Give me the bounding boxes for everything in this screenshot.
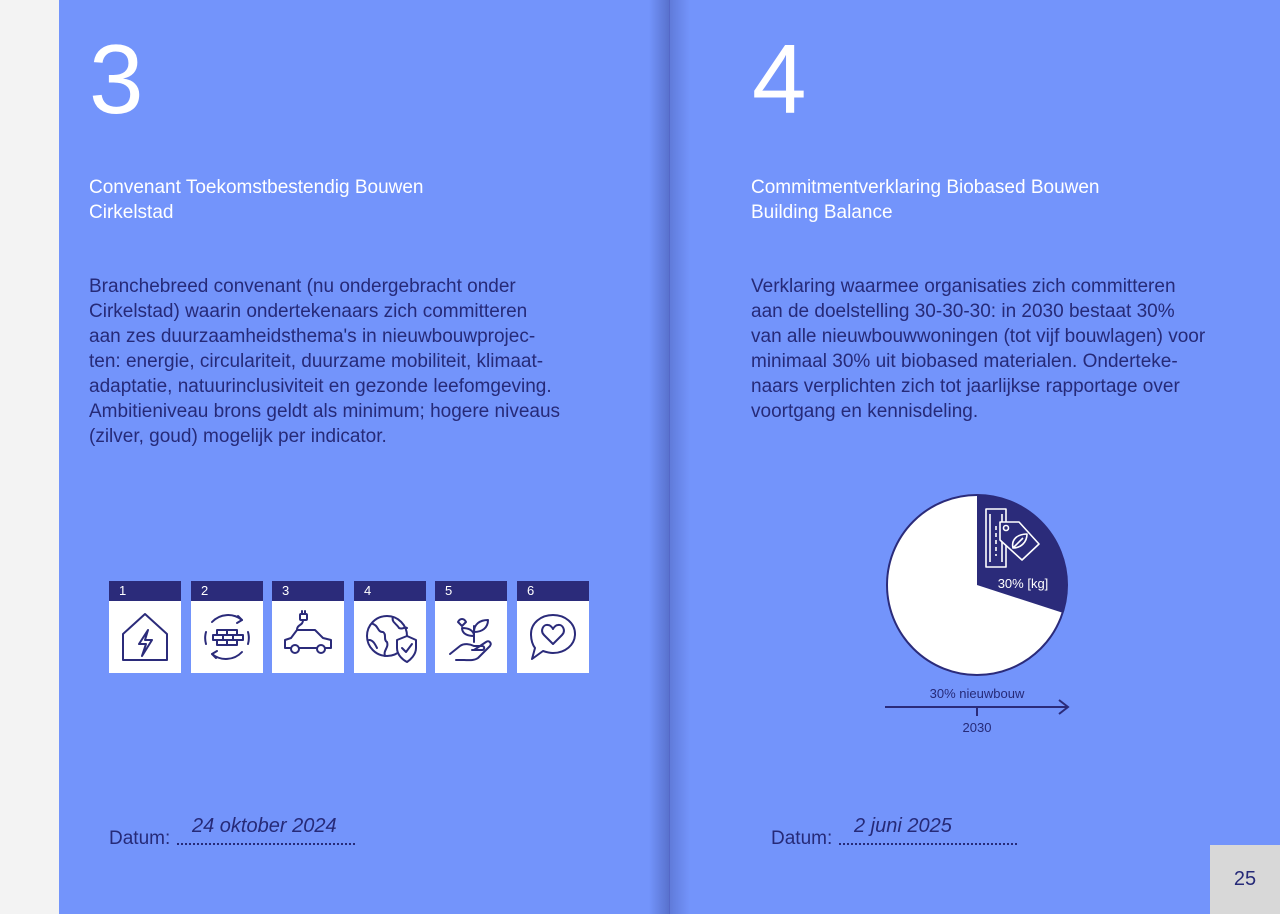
gutter-shadow	[649, 0, 669, 914]
section-description	[751, 274, 1271, 424]
heading-title: Convenant Toekomstbestendig Bouwen	[89, 177, 424, 198]
heading-title: Commitmentverklaring Biobased Bouwen	[751, 177, 1100, 198]
theme-tile-energy	[109, 581, 181, 673]
left-page	[59, 0, 669, 914]
heading-organisation: Cirkelstad	[89, 202, 174, 223]
globe-shield-icon	[363, 610, 417, 664]
gutter-shadow	[670, 0, 690, 914]
theme-number: 4	[354, 581, 426, 601]
description-line: aan zes duurzaamheidsthema's in nieuwbouwprojec-	[89, 326, 536, 347]
theme-tile-circularity	[191, 581, 263, 673]
date-label: Datum:	[771, 828, 833, 849]
page-number: 25	[1210, 845, 1280, 914]
date-dotted-line	[839, 843, 1017, 845]
biobased-pie-chart	[875, 490, 1085, 740]
description-line: ten: energie, circulariteit, duurzame mobiliteit, klimaat-	[89, 351, 544, 372]
description-line: Verklaring waarmee organisaties zich committeren	[751, 276, 1176, 297]
description-line: voortgang en kennisdeling.	[751, 401, 979, 422]
hand-plant-icon	[444, 610, 498, 664]
date-label: Datum:	[109, 828, 171, 849]
house-lightning-icon	[118, 610, 172, 664]
book-gutter	[669, 0, 670, 914]
section-heading	[89, 175, 424, 225]
right-page	[670, 0, 1280, 914]
date-dotted-line	[177, 843, 355, 845]
theme-tile-climate-adaptation	[354, 581, 426, 673]
theme-number: 5	[435, 581, 507, 601]
axis-label: 30% nieuwbouw	[929, 686, 1025, 701]
theme-tile-healthy-environment	[517, 581, 589, 673]
description-line: Ambitieniveau brons geldt als minimum; hogere niveaus	[89, 401, 561, 422]
description-line: minimaal 30% uit biobased materialen. Onderteke-	[751, 351, 1178, 372]
description-line: aan de doelstelling 30-30-30: in 2030 bestaat 30%	[751, 301, 1175, 322]
date-value: 2 juni 2025	[854, 815, 952, 837]
date-value: 24 oktober 2024	[192, 815, 337, 837]
heading-organisation: Building Balance	[751, 202, 893, 223]
theme-number: 6	[517, 581, 589, 601]
description-line: adaptatie, natuurinclusiviteit en gezonde leefomgeving.	[89, 376, 552, 397]
electric-car-icon	[281, 610, 335, 664]
description-line: Branchebreed convenant (nu ondergebracht onder	[89, 276, 516, 297]
description-line: Cirkelstad) waarin ondertekenaars zich committeren	[89, 301, 528, 322]
section-description	[89, 274, 609, 449]
theme-tile-mobility	[272, 581, 344, 673]
heart-speech-bubble-icon	[526, 610, 580, 664]
description-line: naars verplichten zich tot jaarlijkse rapportage over	[751, 376, 1180, 397]
section-heading	[751, 175, 1100, 225]
theme-number: 3	[272, 581, 344, 601]
section-number: 4	[752, 24, 807, 134]
pie-slice-label: 30% [kg]	[997, 576, 1049, 591]
theme-number: 1	[109, 581, 181, 601]
axis-tick-label: 2030	[962, 720, 992, 735]
section-number: 3	[89, 24, 144, 134]
description-line: (zilver, goud) mogelijk per indicator.	[89, 426, 387, 447]
theme-number: 2	[191, 581, 263, 601]
description-line: van alle nieuwbouwwoningen (tot vijf bouwlagen) voor	[751, 326, 1206, 347]
theme-tile-nature-inclusivity	[435, 581, 507, 673]
circular-bricks-icon	[200, 610, 254, 664]
